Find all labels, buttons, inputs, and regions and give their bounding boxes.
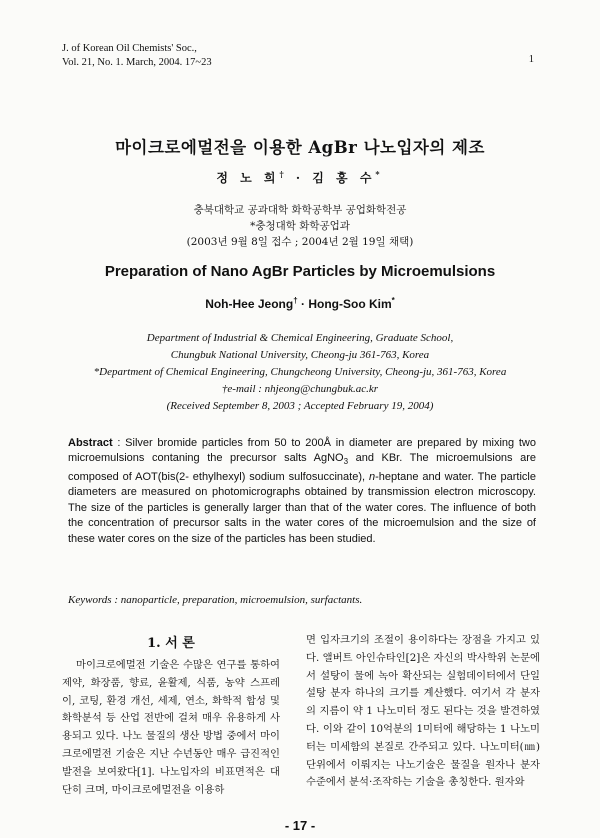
english-authors xyxy=(0,296,600,311)
right-column xyxy=(306,632,540,792)
corresponding-mark: † xyxy=(293,296,298,305)
keywords-text: : nanoparticle, preparation, microemulsion, surfactants. xyxy=(111,594,363,606)
english-affiliation-1: Department of Industrial & Chemical Engineering, Graduate School, xyxy=(146,332,454,344)
affiliation-mark: * xyxy=(391,296,395,305)
english-author-2: Hong-Soo Kim xyxy=(308,297,392,311)
right-paragraph: 면 입자크기의 조절이 용이하다는 장점을 가지고 있다. 앨버트 아인슈타인[2]은 자신의 박사학위 논문에서 설탕이 물에 녹아 확산되는 실험데이터에서 단일 설탕 분자 하나의 크기를 계산했다. 여기서 각 분자의 지름이 약 1 나노미터 정도 된다는 것을 발견하였다. 이와 같이 10억분의 1미터에 해당하는 1 나노미터는 미세함의 본질로 간주되고 있다. 나노미터(㎚) 단위에서 이뤄지는 나노기술은 물질을 원자나 분자 수준에서 분석·조작하는 기술을 총칭한다. 원자와 xyxy=(306,634,540,789)
korean-author-1: 정 노 희 xyxy=(216,171,280,185)
journal-line-2: Vol. 21, No. 1. March, 2004. 17~23 xyxy=(62,57,212,68)
keywords xyxy=(68,594,362,606)
abstract-italic: n xyxy=(368,471,376,483)
abstract-text-2: and KBr. The microemulsions are composed of AOT(bis(2- ethylhexyl) sodium sulfosuccinate), xyxy=(68,452,536,483)
english-affiliation-3: *Department of Chemical Engineering, Chungcheong University, Cheong-ju, 361-763, Korea xyxy=(93,366,507,378)
left-paragraph: 마이크로에멀전 기술은 수많은 연구를 통하여 제약, 화장품, 향료, 윤활제, 식품, 농약 스프레이, 코팅, 환경 개선, 세제, 연소, 화학적 합성 및 화학분석 등 산업 전반에 걸쳐 매우 유용하게 사용되고 있다. 나노 물질의 생산 방법 중에서 마이크로에멀전 기술은 지난 수년동안 매우 급진적인 발전을 보여왔다[1]. 나노입자의 비표면적은 대단히 크며, 마이크로에멀전을 이용하 xyxy=(62,659,280,796)
korean-affiliation-2: *충청대학 화학공업과 xyxy=(250,220,350,232)
journal-citation xyxy=(62,42,212,70)
abstract-text-3: -heptane and water. The particle diameters are measured on photomicrographs obtained by transmission electron microscopy. The size of the particles is generally larger than that of the water cores. The influence of both the concentration of precursor salts in the water cores of the microemulsion and the size of these water cores on the size of the particles has been studied. xyxy=(68,471,536,545)
abstract-subscript: 3 xyxy=(343,457,349,467)
korean-received-dates: (2003년 9월 8일 접수 ; 2004년 2월 19일 채택) xyxy=(186,236,414,248)
keywords-label: Keywords xyxy=(68,594,112,606)
korean-authors xyxy=(0,169,600,186)
abstract-label: Abstract xyxy=(68,437,113,449)
left-column xyxy=(62,657,280,799)
korean-affiliation-1: 충북대학교 공과대학 화학공학부 공업화학전공 xyxy=(193,204,407,216)
english-author-1: Noh-Hee Jeong xyxy=(205,297,294,311)
korean-author-2: 김 홍 수 xyxy=(312,171,376,185)
english-affiliation-2: Chungbuk National University, Cheong-ju 361-763, Korea xyxy=(170,349,430,361)
top-page-number: 1 xyxy=(528,54,534,65)
abstract-text-1: : Silver bromide particles from 50 to 200Å in diameter are prepared by mixing two microemulsions contaning the precursor salts AgNO xyxy=(68,437,536,465)
email-line: †e-mail : nhjeong@chungbuk.ac.kr xyxy=(221,383,379,395)
affiliation-mark: * xyxy=(375,169,384,179)
author-separator: · xyxy=(295,171,305,185)
english-received-dates: (Received September 8, 2003 ; Accepted February 19, 2004) xyxy=(166,400,434,412)
english-title: Preparation of Nano AgBr Particles by Microemulsions xyxy=(104,263,496,280)
journal-line-1: J. of Korean Oil Chemists' Soc., xyxy=(62,43,197,54)
section-heading: 1. 서 론 xyxy=(147,636,195,651)
korean-title: 마이크로에멀전을 이용한 AgBr 나노입자의 제조 xyxy=(115,138,485,157)
abstract xyxy=(68,436,536,547)
author-separator: · xyxy=(301,297,305,311)
footer-page-number: - 17 - xyxy=(284,818,316,833)
corresponding-mark: † xyxy=(279,169,288,179)
